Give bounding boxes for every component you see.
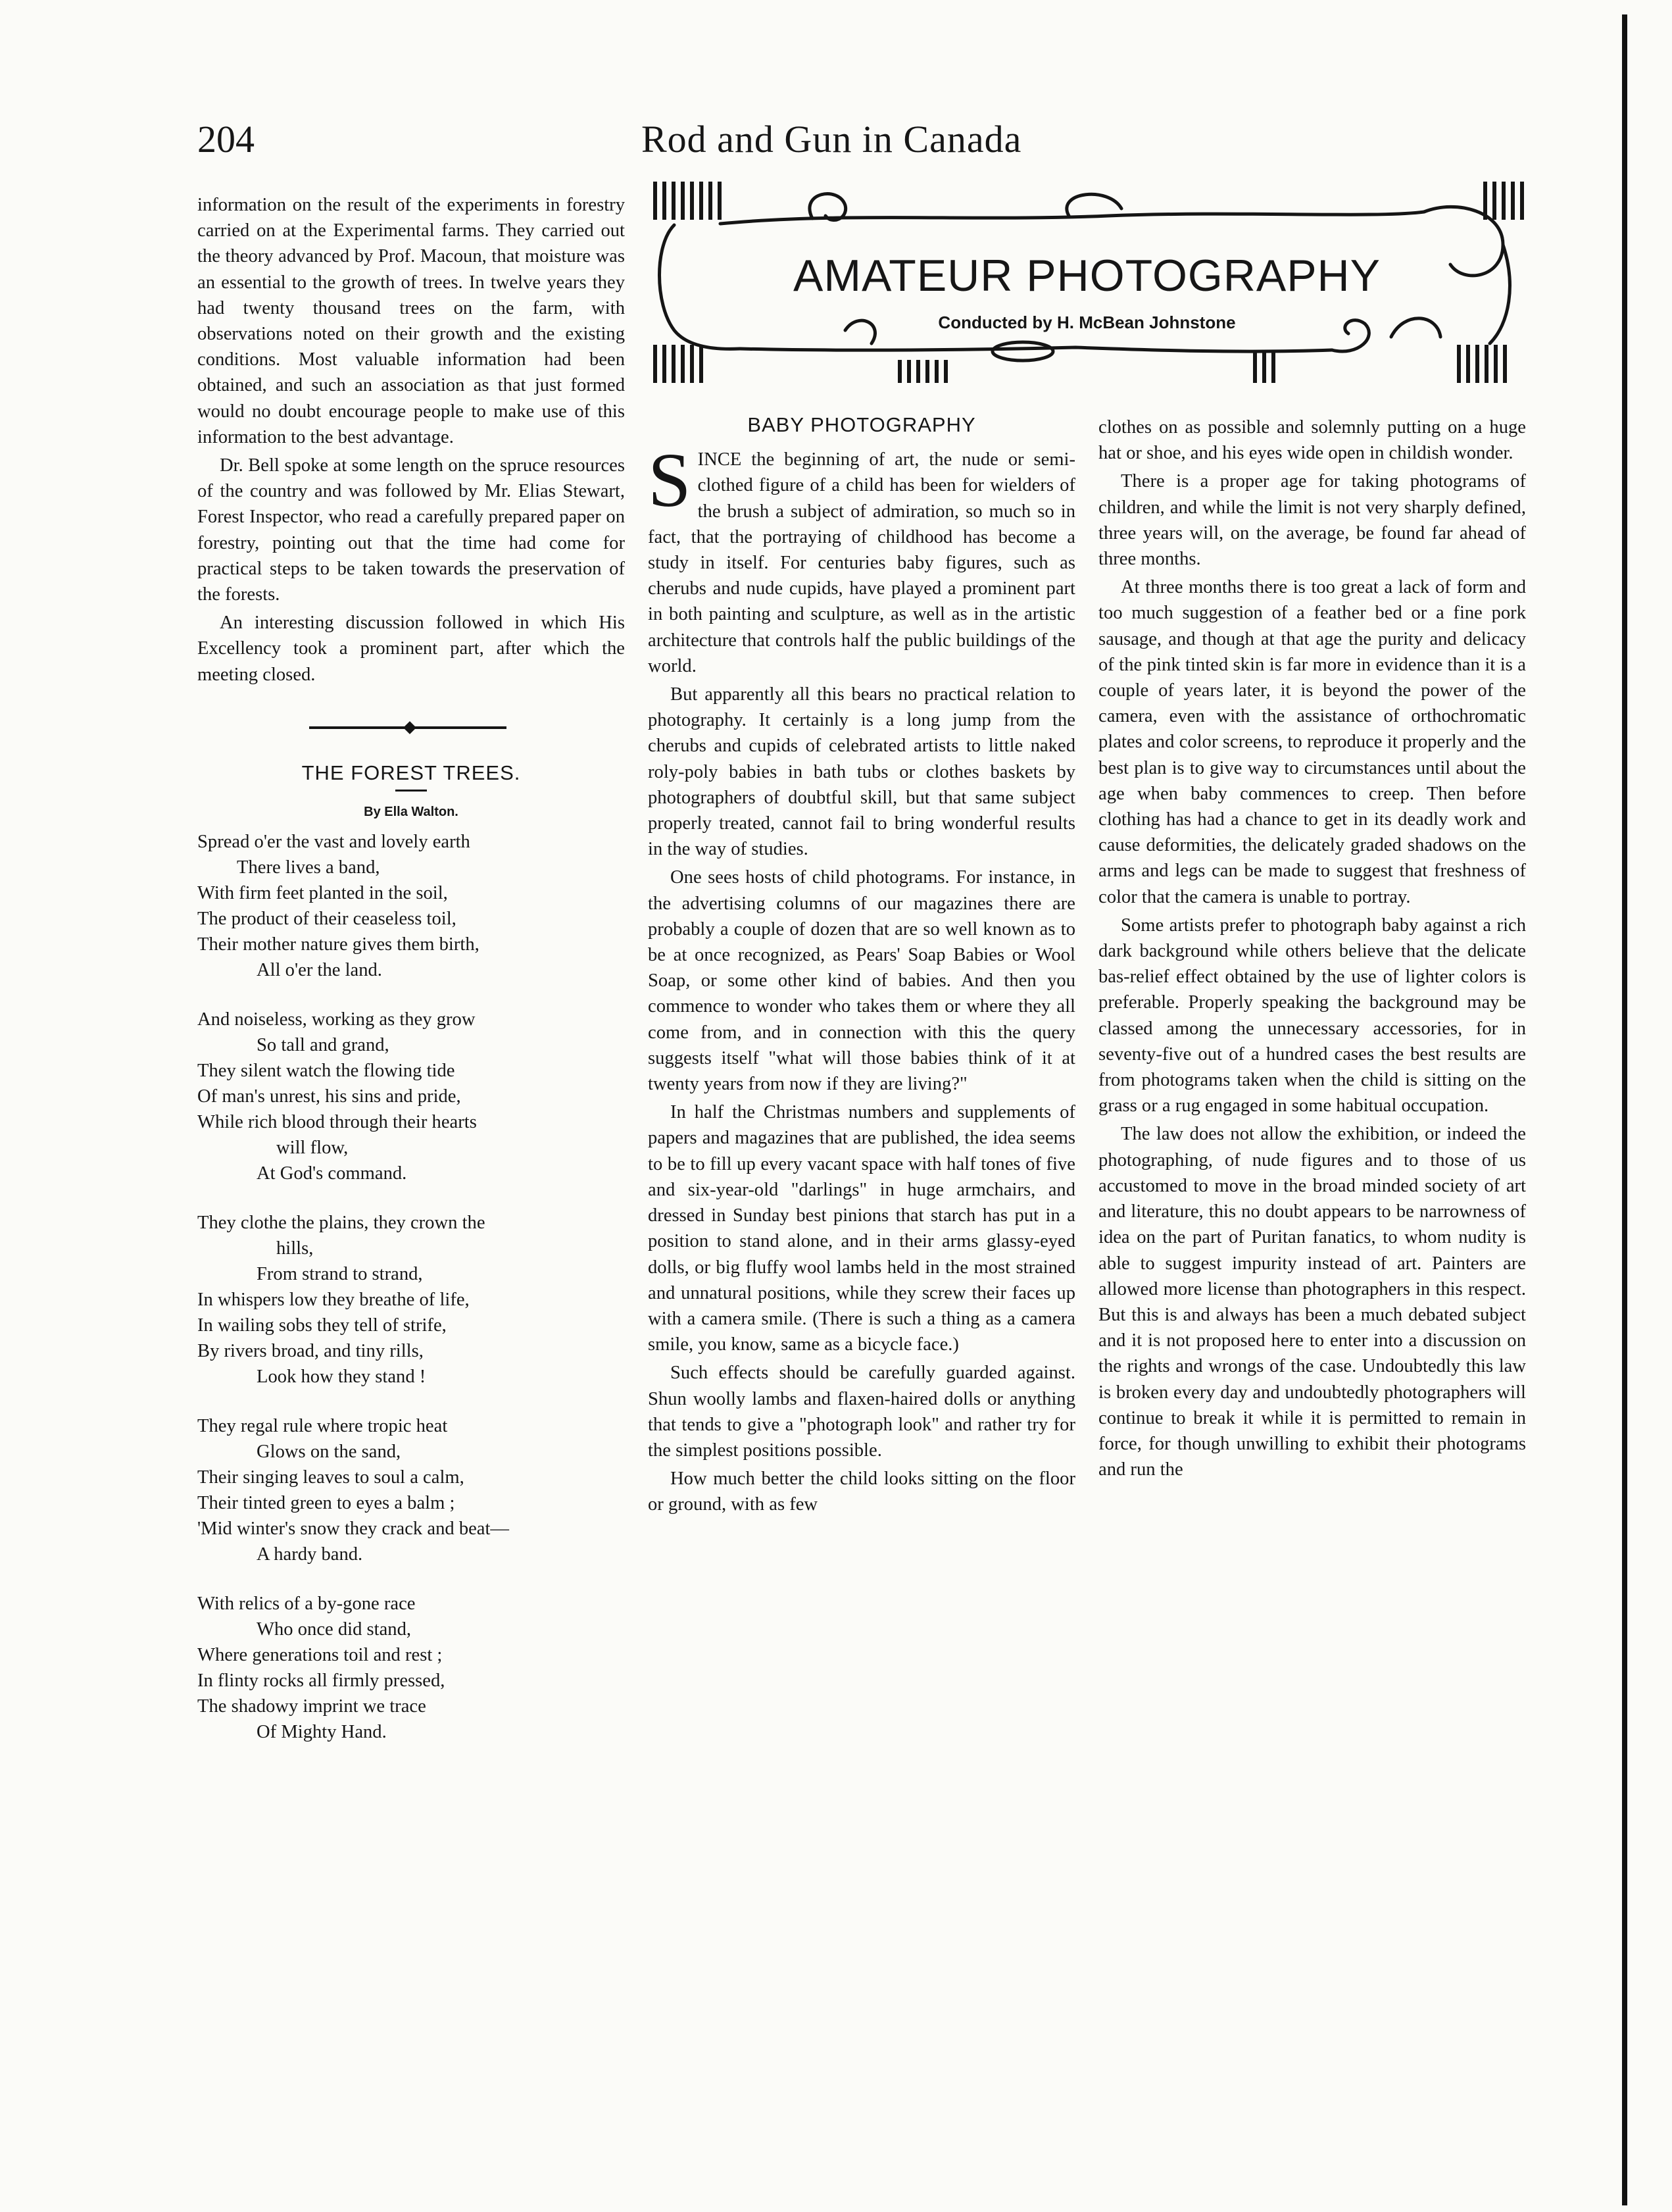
poem-line: At God's command. [257,1163,407,1184]
poem-line: Glows on the sand, [257,1442,401,1463]
banner-byline: Conducted by H. McBean Johnstone [938,313,1236,332]
poem-line: While rich blood through their hearts [197,1112,477,1133]
poem-line: Who once did stand, [257,1619,412,1640]
poem-line: There lives a band, [237,857,380,878]
poem-title: THE FOREST TREES. [301,761,521,784]
running-head: Rod and Gun in Canada [641,118,1022,161]
banner-title: AMATEUR PHOTOGRAPHY [793,251,1381,301]
poem-line: So tall and grand, [257,1035,389,1056]
poem-line: Of man's unrest, his sins and pride, [197,1086,461,1107]
poem-line: Their mother nature gives them birth, [197,934,479,955]
poem-stanza [197,1591,625,1745]
page-number: 204 [197,118,255,161]
section-banner [648,172,1526,383]
article-paragraph: In half the Christmas numbers and supplements of papers and magazines that are published, the idea seems to be to fill up every vacant space with half tones of five and six-year-old "darlings" in huge armchairs, and dressed in Sunday best pinions that starch has put in a position to stand alone, and in their arms glassy-eyed dolls, or big fluffy wool lambs held in the most strained and unnatural positions, while they screw their faces up with a camera smile. (There is such a thing as a camera smile, you know, same as a bicycle face.) [648,1102,1075,1355]
ornamental-divider [197,720,625,734]
article-paragraph: There is a proper age for taking photograms of children, and while the limit is not very sharply defined, three years will, on the average, be found far ahead of three months. [1098,471,1526,570]
article-paragraph: One sees hosts of child photograms. For instance, in the advertising columns of our magazines there are probably a couple of dozen that are so well known as to be at once recognized, as Pears' Soap Babies or Wool Soap, or some other kind of babies. And then you commence to wonder who takes them or where they all come from, and in connection with this the query suggests itself "what will those babies think of it at twenty years from now if they are living?" [648,867,1075,1095]
poem-line: hills, [276,1238,314,1259]
poem-line: In wailing sobs they tell of strife, [197,1315,447,1336]
article-paragraph: But apparently all this bears no practical relation to photography. It certainly is a long jump from the cherubs and cupids of celebrated artists to little naked roly-poly babies in bath tubs or clothes baskets by photographers of doubtful skill, but that same subject properly treated, cannot fail to bring wonderful results in the way of studies. [648,684,1075,860]
lead-text: INCE the beginning of art, the nude or semi-clothed figure of a child has been for wielders of the brush a subject of admiration, so much so in fact, that the portraying of childhood has become a study in itself. For centuries baby figures, such as cherubs and nude cupids, have played a prominent part in both painting and sculpture, as well as in the artistic architecture that controls half the public buildings of the world. [648,449,1075,676]
title-rule [395,790,427,792]
poem-line: In flinty rocks all firmly pressed, [197,1671,445,1692]
article-paragraph: clothes on as possible and solemnly putting on a huge hat or shoe, and his eyes wide open in childish wonder. [1098,417,1526,464]
poem-line: Spread o'er the vast and lovely earth [197,832,470,853]
poem-byline: By Ella Walton. [364,805,458,820]
article-paragraph: Some artists prefer to photograph baby against a rich dark background while others believe that the delicate bas-relief effect obtained by the use of lighter colors is preferable. Properly speaking the background may be classed among the unnecessary accessories, for in seventy-five out of a hundred cases the best results are from photograms taken when the child is sitting on the grass or a rug engaged in some habitual occupation. [1098,915,1526,1117]
poem-line: They clothe the plains, they crown the [197,1213,485,1234]
poem-stanza [197,829,625,983]
poem-line: From strand to strand, [257,1264,423,1285]
left-paragraph: information on the result of the experiments in forestry carried on at the Experimental farms. They carried out the theory advanced by Prof. Macoun, that moisture was an essential to the growth of trees. In twelve years they had twenty thousand trees on the farm, with observations noted on their growth and the existing conditions. Most valuable information had been obtained, and such an association as that just formed would no doubt encourage people to make use of this information to the best advantage. [197,195,625,447]
article-title: BABY PHOTOGRAPHY [747,413,976,436]
poem-line: All o'er the land. [257,960,382,981]
poem-line: With relics of a by-gone race [197,1594,416,1615]
poem-line: With firm feet planted in the soil, [197,883,448,904]
scan-edge-line [1622,14,1627,2205]
poem [197,829,625,1745]
poem-line: 'Mid winter's snow they crack and beat— [197,1519,510,1540]
poem-line: will flow, [276,1138,349,1159]
poem-line: Their singing leaves to soul a calm, [197,1467,464,1488]
poem-stanza [197,1007,625,1186]
left-paragraph: Dr. Bell spoke at some length on the spruce resources of the country and was followed by Mr. Elias Stewart, Forest Inspector, who read a carefully prepared paper on forestry, pointing out that the time had come for practical steps to be taken towards the preservation of the forests. [197,455,625,605]
article-lead-paragraph [648,437,1075,679]
poem-line: The shadowy imprint we trace [197,1696,426,1717]
article-right-column [1098,415,1526,1485]
poem-line: Of Mighty Hand. [257,1722,387,1743]
left-paragraph: An interesting discussion followed in which His Excellency took a prominent part, after which the meeting closed. [197,613,625,685]
article-paragraph: How much better the child looks sitting on the floor or ground, with as few [648,1469,1075,1515]
poem-line: They silent watch the flowing tide [197,1061,455,1082]
poem-stanza [197,1210,625,1390]
poem-line: Look how they stand ! [257,1367,426,1388]
article-middle-column [648,415,1075,1521]
article-paragraph: The law does not allow the exhibition, or indeed the photographing, of nude figures and to those of us accustomed to move in the broad minded society of art and literature, this no doubt appears to be narrowness of idea on the part of Puritan fanatics, to whom nudity is able to suggest impurity instead of art. Painters are allowed more license than photographers in this respect. But this is and always has been a much debated subject and it is not proposed here to enter into a discussion on the rights and wrongs of the case. Undoubtedly this law is broken every day and undoubtedly photographers will continue to break it while it is permitted to remain in force, for though unwilling to exhibit their photograms and run the [1098,1124,1526,1480]
poem-line: By rivers broad, and tiny rills, [197,1341,424,1362]
poem-stanza [197,1413,625,1567]
divider-diamond-icon [403,721,416,734]
poem-line: The product of their ceaseless toil, [197,909,456,930]
poem-line: They regal rule where tropic heat [197,1416,448,1437]
poem-line: Where generations toil and rest ; [197,1645,443,1666]
article-paragraph: Such effects should be carefully guarded against. Shun woolly lambs and flaxen-haired dolls or anything that tends to give a "photograph look" and rather try for the simplest positions possible. [648,1363,1075,1461]
poem-line: And noiseless, working as they grow [197,1009,476,1030]
poem-line: A hardy band. [257,1544,363,1565]
drop-cap: S [648,437,691,524]
poem-line: In whispers low they breathe of life, [197,1290,470,1311]
article-paragraph: At three months there is too great a lack of form and too much suggestion of a feather bed or a fine pork sausage, and though at that age the purity and delicacy of the pink tinted skin is far more in evidence than it is a couple of years later, it is beyond the power of the camera, even with the assistance of orthochromatic plates and color screens, to reproduce it properly and the best plan is to give way to circumstances until about the age when baby commences to creep. Then before clothing has had a chance to get in its deadly work and cause deformities, the delicately graded shadows on the arms and legs can be made to suggest that freshness of color that the camera is unable to portray. [1098,577,1526,907]
left-column [197,192,625,1769]
poem-line: Their tinted green to eyes a balm ; [197,1493,455,1514]
